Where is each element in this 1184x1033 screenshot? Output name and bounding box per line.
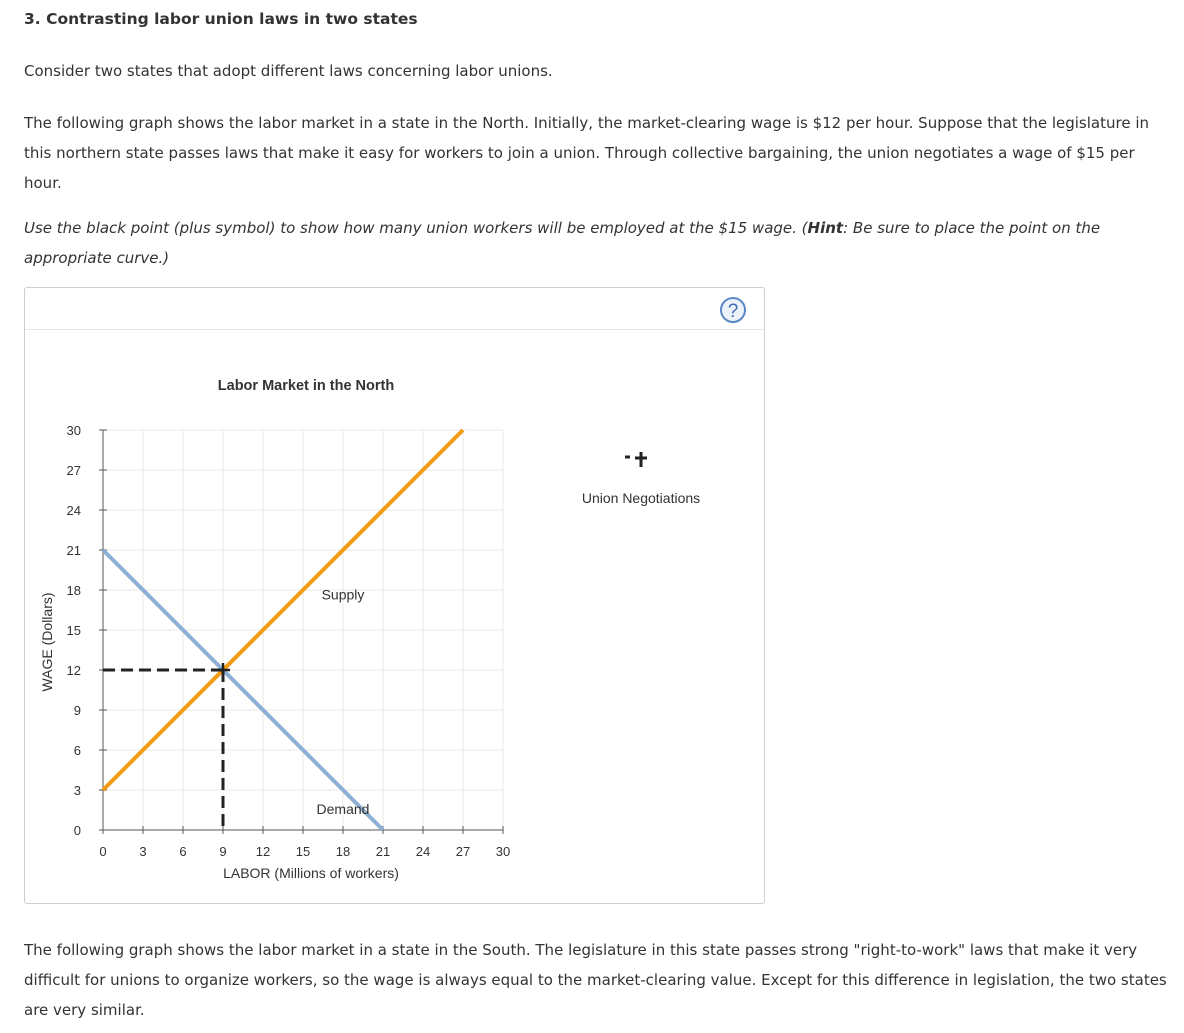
demand-label: Demand — [316, 801, 370, 817]
help-button[interactable]: ? — [720, 297, 746, 323]
x-tick-label: 21 — [375, 844, 391, 859]
supply-curve — [103, 430, 463, 790]
y-tick-label: 21 — [66, 543, 81, 558]
x-tick-label: 0 — [99, 844, 107, 859]
x-tick-label: 3 — [139, 844, 147, 859]
y-tick-label: 27 — [66, 463, 81, 478]
y-tick-label: 12 — [66, 663, 81, 678]
instruction-text — [24, 213, 1174, 273]
x-tick-label: 12 — [255, 844, 271, 859]
x-tick-label: 24 — [415, 844, 431, 859]
y-axis-label: WAGE (Dollars) — [39, 592, 55, 692]
y-tick-label: 9 — [73, 703, 81, 718]
y-tick-label: 0 — [73, 823, 81, 838]
union-negotiations-label: Union Negotiations — [581, 490, 701, 506]
tool-palette[interactable] — [582, 442, 700, 506]
x-axis-label: LABOR (Millions of workers) — [223, 865, 399, 881]
x-tick-label: 9 — [219, 844, 227, 859]
chart-title: Labor Market in the North — [217, 378, 395, 394]
x-tick-label: 27 — [455, 844, 471, 859]
question-heading: 3. Contrasting labor union laws in two states — [24, 10, 418, 28]
y-tick-label: 6 — [73, 743, 81, 758]
y-tick-label: 15 — [66, 623, 81, 638]
instruction-rest: : Be sure to place the point on the appropriate curve.) — [24, 219, 1101, 267]
south-text: The following graph shows the labor market in a state in the South. The legislature in this state passes strong "right-to-work" laws that make it very difficult for unions to organize workers, so the wage is always equal to the market-clearing value. Except for this difference in legislation, the two states are very similar. — [24, 941, 1167, 1019]
intro-text: Consider two states that adopt different laws concerning labor unions. — [24, 62, 553, 80]
x-tick-label: 30 — [495, 844, 511, 859]
x-tick-label: 15 — [295, 844, 311, 859]
x-tick-label: 18 — [335, 844, 351, 859]
x-tick-label: 6 — [179, 844, 187, 859]
y-tick-label: 24 — [66, 503, 81, 518]
labor-market-chart[interactable] — [25, 288, 764, 903]
equilibrium-guides — [103, 663, 230, 830]
hint-label: Hint — [807, 219, 844, 237]
graph-panel — [24, 287, 765, 904]
y-tick-label: 30 — [66, 423, 81, 438]
instruction-main: Use the black point (plus symbol) to show how many union workers will be employed at the $15 wage. ( — [24, 219, 808, 237]
grid — [103, 430, 503, 830]
y-tick-label: 3 — [73, 783, 81, 798]
y-tick-label: 18 — [66, 583, 81, 598]
scenario-text: The following graph shows the labor market in a state in the North. Initially, the market-clearing wage is $12 per hour. Suppose that the legislature in this northern state passes laws that make it easy for workers to join a union. Through collective bargaining, the union negotiates a wage of $15 per hour. — [24, 114, 1149, 192]
axes — [67, 423, 511, 859]
supply-label: Supply — [321, 586, 365, 603]
